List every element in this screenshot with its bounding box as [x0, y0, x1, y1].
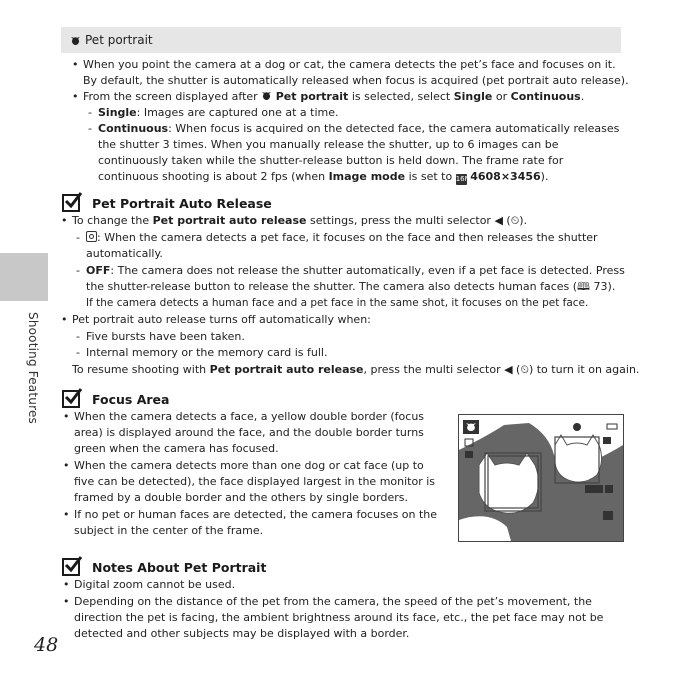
text-line: Five bursts have been taken.	[86, 330, 245, 343]
focus-bullet-1	[74, 409, 424, 425]
text-run-bold: 4608×3456	[470, 170, 541, 183]
section-heading-text: Pet Portrait Auto Release	[92, 195, 272, 211]
auto-release-on-line2	[86, 246, 163, 262]
pet-release-on-icon	[86, 231, 97, 242]
notes-bullet-2-line3	[74, 626, 409, 642]
section-header-bar	[61, 27, 621, 53]
intro-bullet-1-line2	[83, 73, 629, 89]
book-reference-icon: 🕮	[577, 280, 591, 293]
text-line: When the camera detects more than one dog or cat face (up to	[74, 459, 424, 472]
self-timer-icon: ⏲	[510, 214, 520, 227]
auto-release-resume	[72, 362, 639, 378]
text-run-bold: Pet portrait auto release	[209, 363, 364, 376]
self-timer-icon: ⏲	[520, 363, 529, 376]
pet-icon	[261, 90, 272, 101]
text-run: settings, press the multi selector ◀ (	[310, 214, 511, 227]
focus-bullet-3	[74, 507, 437, 523]
notes-bullet-2-line2	[74, 610, 603, 626]
text-line: five can be detected), the face displayed largest in the monitor is	[74, 475, 436, 488]
option-text: : When the camera detects a pet face, it focuses on the face and then releases the shutter	[97, 231, 598, 244]
auto-release-bullet-1	[72, 213, 527, 229]
text-line: framed by a double border and the others by single borders.	[74, 491, 408, 504]
auto-release-bullet-2	[72, 312, 371, 328]
check-icon	[62, 558, 80, 576]
text-run-bold: Pet portrait auto release	[152, 214, 307, 227]
text-run: From the screen displayed after	[83, 90, 258, 103]
text-line: continuously taken while the shutter-release button is held down. The frame rate for	[98, 154, 564, 167]
image-mode-icon: 16M	[455, 175, 471, 183]
notes-heading	[62, 557, 266, 577]
option-text: : Images are captured one at a time.	[136, 106, 339, 119]
continuous-option-line3	[98, 153, 563, 169]
intro-bullet-2	[83, 89, 584, 105]
text-run: ).	[540, 170, 549, 183]
text-run: is set to	[408, 170, 453, 183]
auto-release-condition-1	[86, 329, 245, 345]
auto-release-condition-2	[86, 345, 327, 361]
text-run: ).	[607, 280, 616, 293]
continuous-option-line4	[98, 169, 548, 185]
text-line: area) is displayed around the face, and the double border turns	[74, 426, 424, 439]
text-run: To change the	[72, 214, 150, 227]
text-line: Internal memory or the memory card is full.	[86, 346, 328, 359]
text-line: When the camera detects a face, a yellow double border (focus	[74, 410, 425, 423]
focus-area-heading	[62, 389, 169, 409]
notes-bullet-2	[74, 594, 592, 610]
check-icon	[62, 390, 80, 408]
page-reference: 73	[593, 280, 608, 293]
focus-bullet-1-line2	[74, 425, 424, 441]
continuous-option-line2	[98, 137, 558, 153]
section-heading-text: Focus Area	[92, 391, 170, 407]
page-number: 48	[34, 634, 59, 656]
text-line: subject in the center of the frame.	[74, 524, 264, 537]
side-tab-marker	[0, 253, 48, 301]
option-label: Single	[98, 106, 137, 119]
auto-release-on-option	[86, 230, 598, 246]
text-run: .	[580, 90, 585, 103]
text-run: , press the multi selector ◀ (	[363, 363, 521, 376]
text-run: the shutter-release button to release the shutter. The camera also detects human faces (	[86, 280, 578, 293]
text-line: detected and other subjects may be displayed with a border.	[74, 627, 410, 640]
option-text: : When focus is acquired on the detected face, the camera automatically releases	[168, 122, 620, 135]
focus-bullet-3-line2	[74, 523, 263, 539]
check-icon	[62, 194, 80, 212]
focus-bullet-2-line2	[74, 474, 435, 490]
pet-icon	[70, 35, 81, 46]
text-run: continuous shooting is about 2 fps (when	[98, 170, 326, 183]
camera-monitor-preview	[458, 414, 624, 542]
text-line: If no pet or human faces are detected, the camera focuses on the	[74, 508, 438, 521]
focus-bullet-1-line3	[74, 441, 279, 457]
text-run-bold: Image mode	[328, 170, 406, 183]
option-label: Continuous	[98, 122, 169, 135]
option-text: : The camera does not release the shutter automatically, even if a pet face is detected. Press	[110, 264, 625, 277]
auto-release-off-line3	[86, 295, 588, 311]
text-line: green when the camera has focused.	[74, 442, 279, 455]
text-line: automatically.	[86, 247, 163, 260]
continuous-option	[98, 121, 619, 137]
text-run: is selected, select	[351, 90, 451, 103]
text-run: ).	[519, 214, 528, 227]
auto-release-off-line2	[86, 279, 615, 295]
text-line: By default, the shutter is automatically released when focus is acquired (pet portrait auto release).	[83, 74, 629, 87]
text-line: Depending on the distance of the pet from the camera, the speed of the pet’s movement, the	[74, 595, 592, 608]
option-label: OFF	[86, 264, 111, 277]
text-line: When you point the camera at a dog or cat, the camera detects the pet’s face and focuses on it.	[83, 58, 616, 71]
text-run: ) to turn it on again.	[528, 363, 640, 376]
text-line: Digital zoom cannot be used.	[74, 578, 236, 591]
text-line: Pet portrait auto release turns off automatically when:	[72, 313, 371, 326]
text-line: If the camera detects a human face and a pet face in the same shot, it focuses on the pet face.	[86, 297, 589, 309]
auto-release-off-option	[86, 263, 625, 279]
text-run-bold: Single	[453, 90, 493, 103]
text-line: direction the pet is facing, the ambient brightness around its face, etc., the pet face may not be	[74, 611, 604, 624]
single-option	[98, 105, 339, 121]
auto-release-heading	[62, 193, 272, 213]
notes-bullet-1	[74, 577, 235, 593]
text-run-bold: Continuous	[510, 90, 581, 103]
text-run: or	[495, 90, 508, 103]
focus-bullet-2	[74, 458, 424, 474]
intro-bullet-1	[83, 57, 616, 73]
section-title: Pet portrait	[85, 33, 153, 47]
text-line: the shutter 3 times. When you manually release the shutter, up to 6 images can be	[98, 138, 559, 151]
focus-bullet-2-line3	[74, 490, 408, 506]
section-heading-text: Notes About Pet Portrait	[92, 559, 267, 575]
text-run-bold: Pet portrait	[275, 90, 349, 103]
text-run: To resume shooting with	[72, 363, 207, 376]
side-tab-label: Shooting Features	[26, 312, 40, 424]
